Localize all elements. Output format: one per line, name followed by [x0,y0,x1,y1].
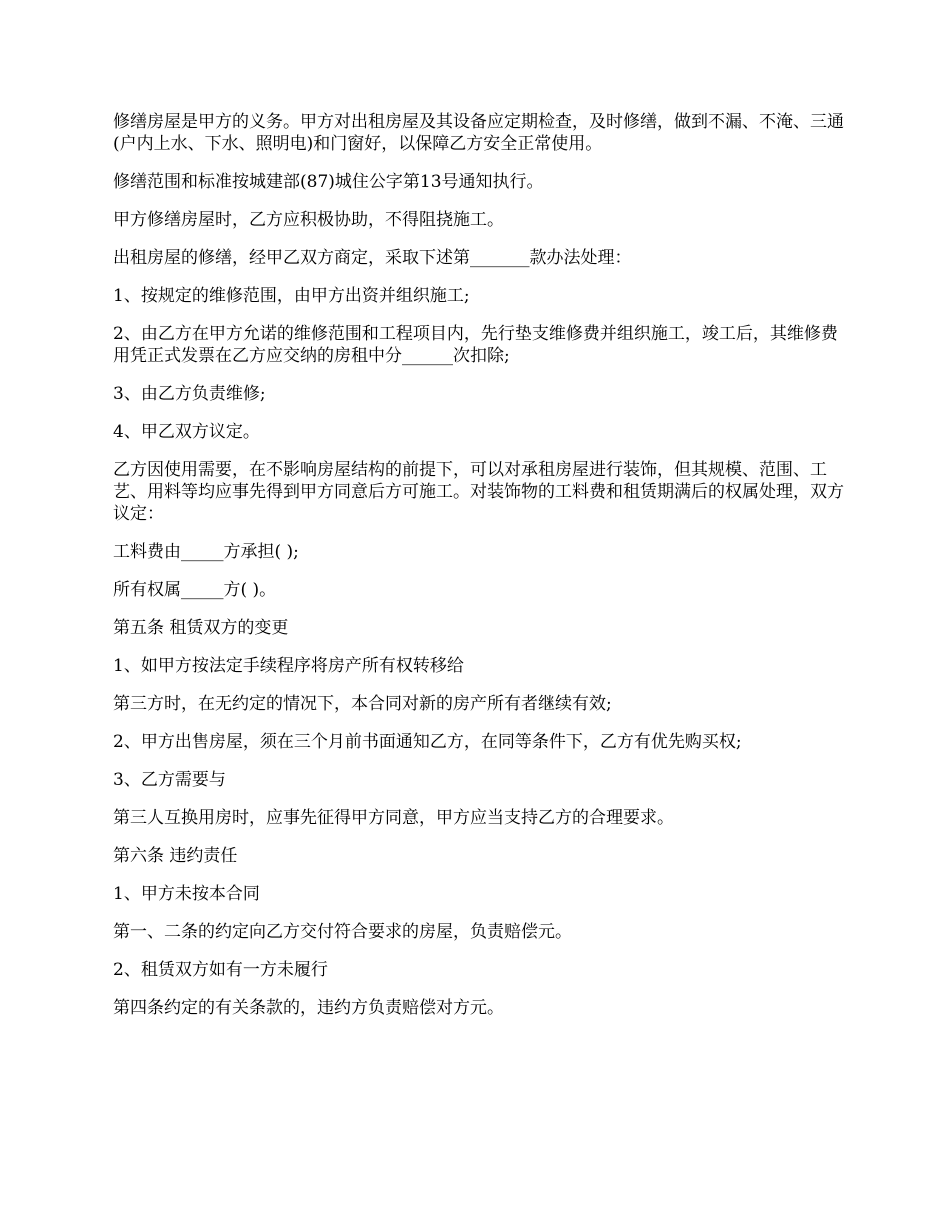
paragraph-option-1: 1、按规定的维修范围，由甲方出资并组织施工; [113,286,470,306]
paragraph-repair-duty: 修缮房屋是甲方的义务。甲方对出租房屋及其设备应定期检查，及时修缮，做到不漏、不淹、三通(户内上水、下水、照明电)和门窗好，以保障乙方安全正常使用。 [113,112,844,154]
paragraph-option-2: 2、由乙方在甲方允诺的维修范围和工程项目内，先行垫支维修费并组织施工，竣工后，其维修费用凭正式发票在乙方应交纳的房租中分______次扣除; [113,324,838,366]
document-page [113,111,848,1035]
paragraph-ownership: 所有权属_____方( )。 [113,580,277,600]
paragraph-exchange-consent: 第三人互换用房时，应事先征得甲方同意，甲方应当支持乙方的合理要求。 [113,808,674,828]
section-heading-article-5: 第五条 租赁双方的变更 [113,618,289,638]
paragraph-transfer-1: 1、如甲方按法定手续程序将房产所有权转移给 [113,656,464,676]
paragraph-sale-notice: 2、甲方出售房屋，须在三个月前书面通知乙方，在同等条件下，乙方有优先购买权; [113,732,742,752]
paragraph-material-cost: 工料费由_____方承担( ); [113,542,299,562]
paragraph-option-3: 3、由乙方负责维修; [113,384,266,404]
paragraph-breach-compensation: 第四条约定的有关条款的，违约方负责赔偿对方元。 [113,998,504,1018]
paragraph-repair-standard: 修缮范围和标准按城建部(87)城住公字第13号通知执行。 [113,172,544,192]
paragraph-transfer-third-party: 第三方时，在无约定的情况下，本合同对新的房产所有者继续有效; [113,694,612,714]
paragraph-breach-2: 2、租赁双方如有一方未履行 [113,960,328,980]
paragraph-repair-method: 出租房屋的修缮，经甲乙双方商定，采取下述第_______款办法处理： [113,248,632,268]
paragraph-exchange-1: 3、乙方需要与 [113,770,226,790]
paragraph-option-4: 4、甲乙双方议定。 [113,422,260,442]
paragraph-breach-delivery: 第一、二条的约定向乙方交付符合要求的房屋，负责赔偿元。 [113,922,572,942]
paragraph-breach-1: 1、甲方未按本合同 [113,884,260,904]
section-heading-article-6: 第六条 违约责任 [113,846,238,866]
paragraph-decoration: 乙方因使用需要，在不影响房屋结构的前提下，可以对承租房屋进行装饰，但其规模、范围、工艺、用料等均应事先得到甲方同意后方可施工。对装饰物的工料费和租赁期满后的权属处理，双方议定： [113,460,844,524]
paragraph-tenant-assist: 甲方修缮房屋时，乙方应积极协助，不得阻挠施工。 [113,210,504,230]
